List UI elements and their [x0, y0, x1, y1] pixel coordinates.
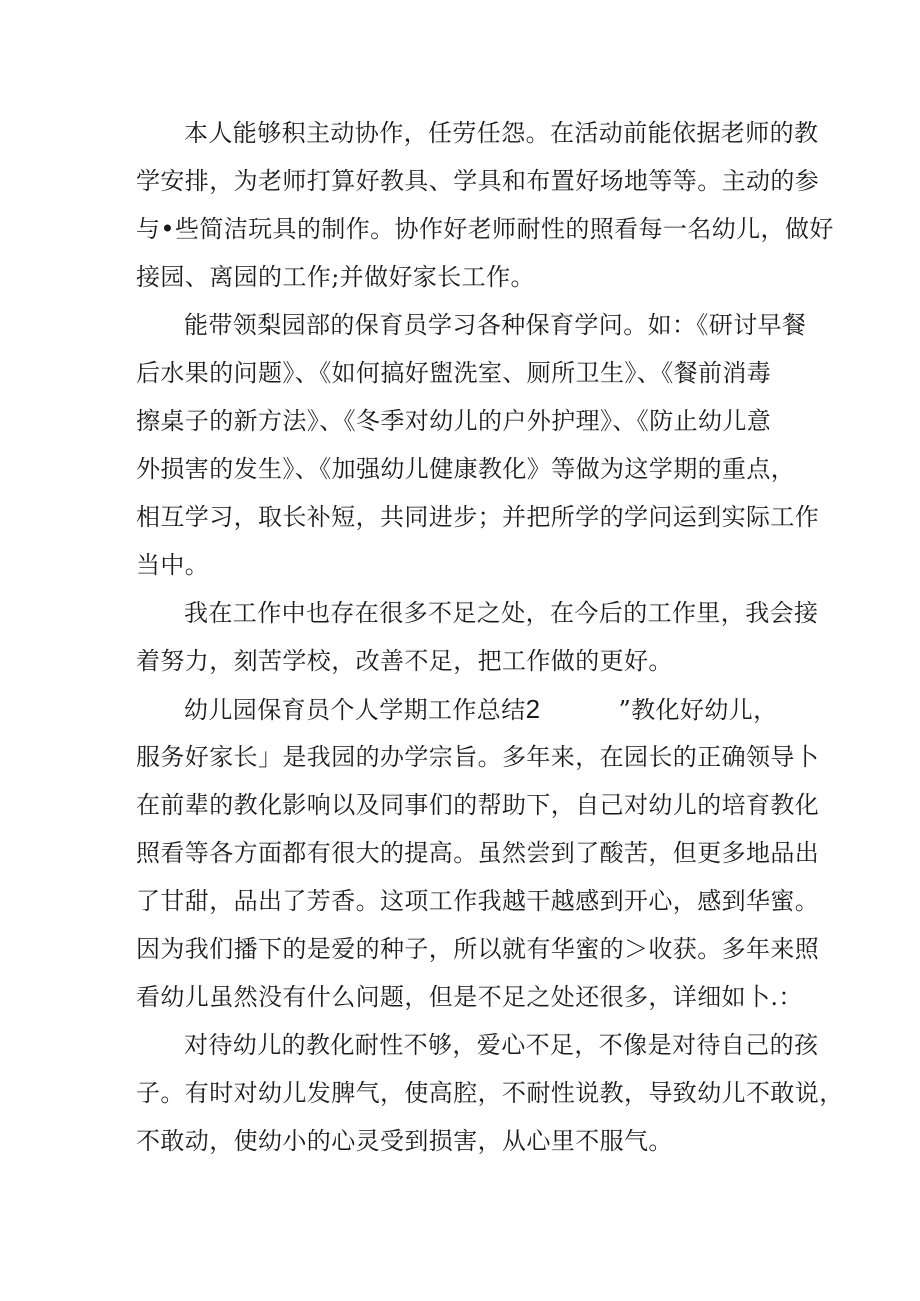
paragraph-2-line-4: 外损害的发生》、《加强幼儿健康教化》等做为这学期的重点，	[136, 455, 796, 483]
section-heading-title: 幼儿园保育员个人学期工作总结	[184, 696, 526, 724]
paragraph-4-line-6: 看幼儿虽然没有什么问题，但是不足之处还很多，详细如卜.：	[136, 983, 803, 1011]
paragraph-3-line-1: 我在工作中也存在很多不足之处，在今后的工作里，我会接	[184, 599, 819, 627]
paragraph-1-line-3: 与•些简洁玩具的制作。协作好老师耐性的照看每一名幼儿，做好	[136, 215, 834, 243]
section-heading-line	[184, 694, 844, 725]
paragraph-4-line-4: 了甘甜，品出了芳香。这项工作我越干越感到开心，感到华蜜。	[136, 887, 820, 915]
paragraph-4-line-2: 在前辈的教化影响以及同事们的帮助下，自己对幼儿的培育教化	[136, 791, 820, 819]
paragraph-5-line-1: 对待幼儿的教化耐性不够，爱心不足，不像是对待自己的孩	[184, 1031, 819, 1059]
paragraph-4-line-1: 服务好家长」是我园的办学宗旨。多年来，在园长的正确领导卜	[136, 743, 820, 771]
paragraph-2-line-5: 相互学习，取长补短，共同进步；并把所学的学问运到实际工作	[136, 503, 820, 531]
section-heading-number: 2	[525, 694, 541, 724]
paragraph-1-line-2: 学安排，为老师打算好教具、学具和布置好场地等等。主动的参	[136, 167, 820, 195]
paragraph-3-line-2: 着努力，刻苦学校，改善不足，把工作做的更好。	[136, 647, 673, 675]
paragraph-2-line-1: 能带领梨园部的保育员学习各种保育学问。如：《研讨早餐	[184, 311, 807, 339]
paragraph-1-line-4: 接园、离园的工作;并做好家长工作。	[136, 263, 535, 291]
paragraph-2-line-3: 擦桌子的新方法》、《冬季对幼儿的户外护理》、《防止幼儿意	[136, 407, 772, 435]
section-heading-tail: ”教化好幼儿，	[618, 696, 778, 724]
paragraph-2-line-6: 当中。	[136, 551, 210, 579]
paragraph-4-line-3: 照看等各方面都有很大的提高。虽然尝到了酸苦，但更多地品出	[136, 839, 820, 867]
paragraph-5-line-3: 不敢动，使幼小的心灵受到损害，从心里不服气。	[136, 1127, 673, 1155]
paragraph-2-line-2: 后水果的问题》、《如何搞好盥洗室、厕所卫生》、《餐前消毒	[136, 359, 772, 387]
paragraph-4-line-5: 因为我们播下的是爱的种子，所以就有华蜜的＞收获。多年来照	[136, 935, 820, 963]
paragraph-5-line-2: 子。有时对幼儿发脾气，使高腔，不耐性说教，导致幼儿不敢说，	[136, 1079, 844, 1107]
paragraph-1-line-1: 本人能够积主动协作，任劳任怨。在活动前能依据老师的教	[184, 119, 819, 147]
